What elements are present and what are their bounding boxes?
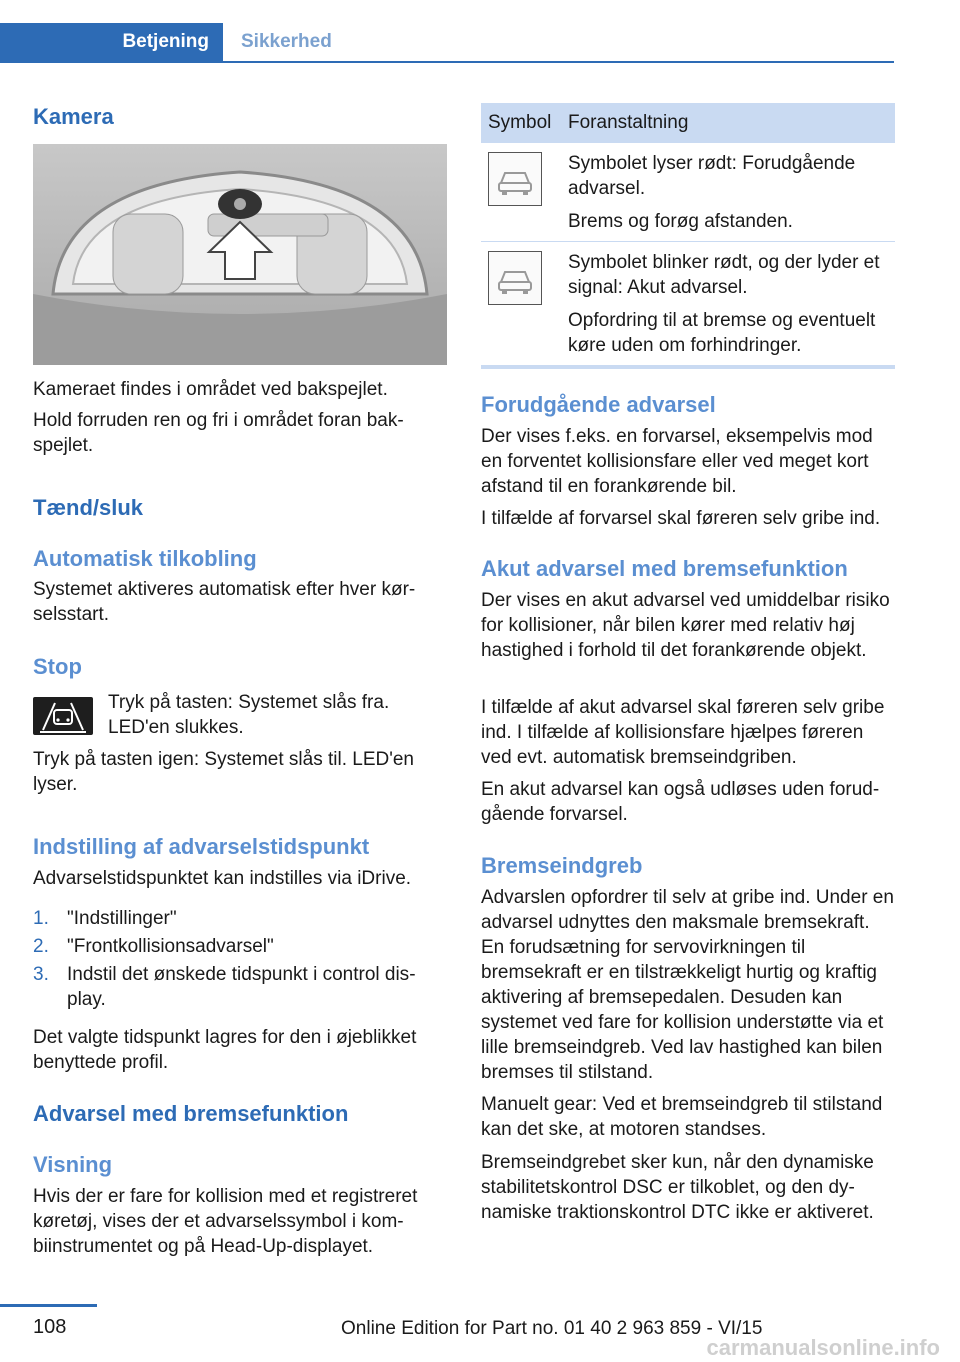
camera-photo [33, 144, 447, 365]
tab-betjening[interactable]: Betjening [0, 23, 223, 61]
col-header-foranstaltning: Foranstaltning [568, 112, 689, 133]
step-number: 2. [33, 936, 49, 957]
settings-steps [33, 906, 447, 1015]
brems-p2: Manuelt gear: Ved et bremseindgreb til stilstand kan det ske, at motoren standses. [481, 1094, 883, 1140]
heading-automatisk-tilkobling: Automatisk tilkobling [33, 546, 257, 571]
page-number: 108 [33, 1316, 67, 1338]
table-row [481, 143, 895, 242]
table-header [481, 103, 895, 143]
table-row [481, 242, 895, 365]
heading-visning: Visning [33, 1152, 113, 1177]
brems-p3: Bremseindgrebet sker kun, når den dynamiske stabilitetskontrol DSC er tilkoblet, og den dynamiske traktionskontrol DTC ikke er aktiveret. [481, 1152, 874, 1223]
kamera-text [33, 377, 447, 458]
kamera-p1: Kameraet findes i området ved bakspejlet. [33, 379, 388, 400]
row-text [568, 143, 895, 234]
row1-line2: Brems og forøg afstanden. [568, 211, 793, 232]
brems-p1: Advarslen opfordrer til selv at gribe ind. Under en advarsel udnyttes den maksmale bremsekraft. En forudsætning for servovirkningen til bremsekraft er en tilstrækkeligt hurtig og kraftig aktivering af bremsepedalen. Desuden kan systemet ved fare for kollision understøtte via et lille bremseindgreb. Ved lav hastighed kan bilen bremses til stilstand. [481, 887, 894, 1083]
watermark: carmanualsonline.info [706, 1335, 940, 1360]
heading-bremseindgreb: Bremseindgreb [481, 853, 643, 878]
tab-sikkerhed[interactable]: Sikkerhed [241, 31, 332, 52]
step-number: 3. [33, 964, 49, 985]
list-item [33, 906, 447, 931]
step-text: Indstil det ønskede tidspunkt i control display. [67, 964, 416, 1010]
heading-advarsel-bremsefunktion: Advarsel med bremsefunktion [33, 1101, 349, 1126]
windshield-camera-illustration [33, 144, 447, 365]
heading-stop: Stop [33, 654, 82, 679]
forud-p2: I tilfælde af forvarsel skal føreren selv gribe ind. [481, 508, 881, 529]
chapter-tabs [0, 23, 894, 63]
heading-taend-sluk: Tænd/sluk [33, 495, 144, 520]
row-text [568, 242, 895, 358]
kamera-p2: Hold forruden ren og fri i området foran bakspejlet. [33, 410, 404, 456]
symbol-table [481, 103, 895, 369]
forud-p1: Der vises f.eks. en forvarsel, eksempelvis mod en forventet kollisionsfare eller ved meget kort afstand til en forankørende bil. [481, 426, 873, 497]
row2-line2: Opfordring til at bremse og eventuelt køre uden om forhindringer. [568, 310, 876, 356]
akut-p1: Der vises en akut advarsel ved umiddelbar risiko for kollisioner, når bilen kører med relativ høj hastighed i forhold til det forankørende objekt. [481, 590, 890, 661]
step-text: "Indstillinger" [67, 908, 177, 929]
row2-line1: Symbolet blinker rødt, og der lyder et signal: Akut advarsel. [568, 252, 880, 298]
visning-text: Hvis der er fare for kollision med et registreret køretøj, vises der et advarselssymbol i kombiinstrumentet og på Head-Up-displayet. [33, 1186, 418, 1257]
col-header-symbol: Symbol [488, 112, 552, 133]
akut-p2: I tilfælde af akut advarsel skal føreren selv gribe ind. I tilfælde af kollisionsfare hjælpes føreren ved evt. automatisk bremseindgriben. [481, 697, 885, 768]
after-steps-text: Det valgte tidspunkt lagres for den i øjeblikket benyttede profil. [33, 1027, 417, 1073]
auto-text: Systemet aktiveres automatisk efter hver kørselsstart. [33, 579, 416, 625]
stop-text2: Tryk på tasten igen: Systemet slås til. LED'en lyser. [33, 749, 414, 795]
collision-button-icon [33, 697, 93, 735]
heading-kamera: Kamera [33, 104, 114, 129]
heading-akut-advarsel: Akut advarsel med bremsefunktion [481, 556, 848, 581]
akut-p3: En akut advarsel kan også udløses uden forudgående forvarsel. [481, 779, 880, 825]
heading-forudgaaende: Forudgående advarsel [481, 392, 716, 417]
indst-text: Advarselstidspunktet kan indstilles via iDrive. [33, 868, 412, 889]
stop-icon-text: Tryk på tasten: Systemet slås fra. LED'en slukkes. [108, 692, 390, 738]
edition-text: Online Edition for Part no. 01 40 2 963 859 - VI/15 [341, 1318, 763, 1339]
row1-line1: Symbolet lyser rødt: Forudgående advarsel. [568, 153, 856, 199]
heading-indstilling: Indstilling af advarselstidspunkt [33, 834, 370, 859]
list-item [33, 934, 447, 959]
step-text: "Frontkollisionsadvarsel" [67, 936, 274, 957]
step-number: 1. [33, 908, 49, 929]
car-warning-icon [488, 152, 542, 206]
footer-rule [0, 1304, 97, 1307]
car-warning-icon [488, 251, 542, 305]
list-item [33, 962, 447, 1012]
table-bottom-rule [481, 365, 895, 369]
